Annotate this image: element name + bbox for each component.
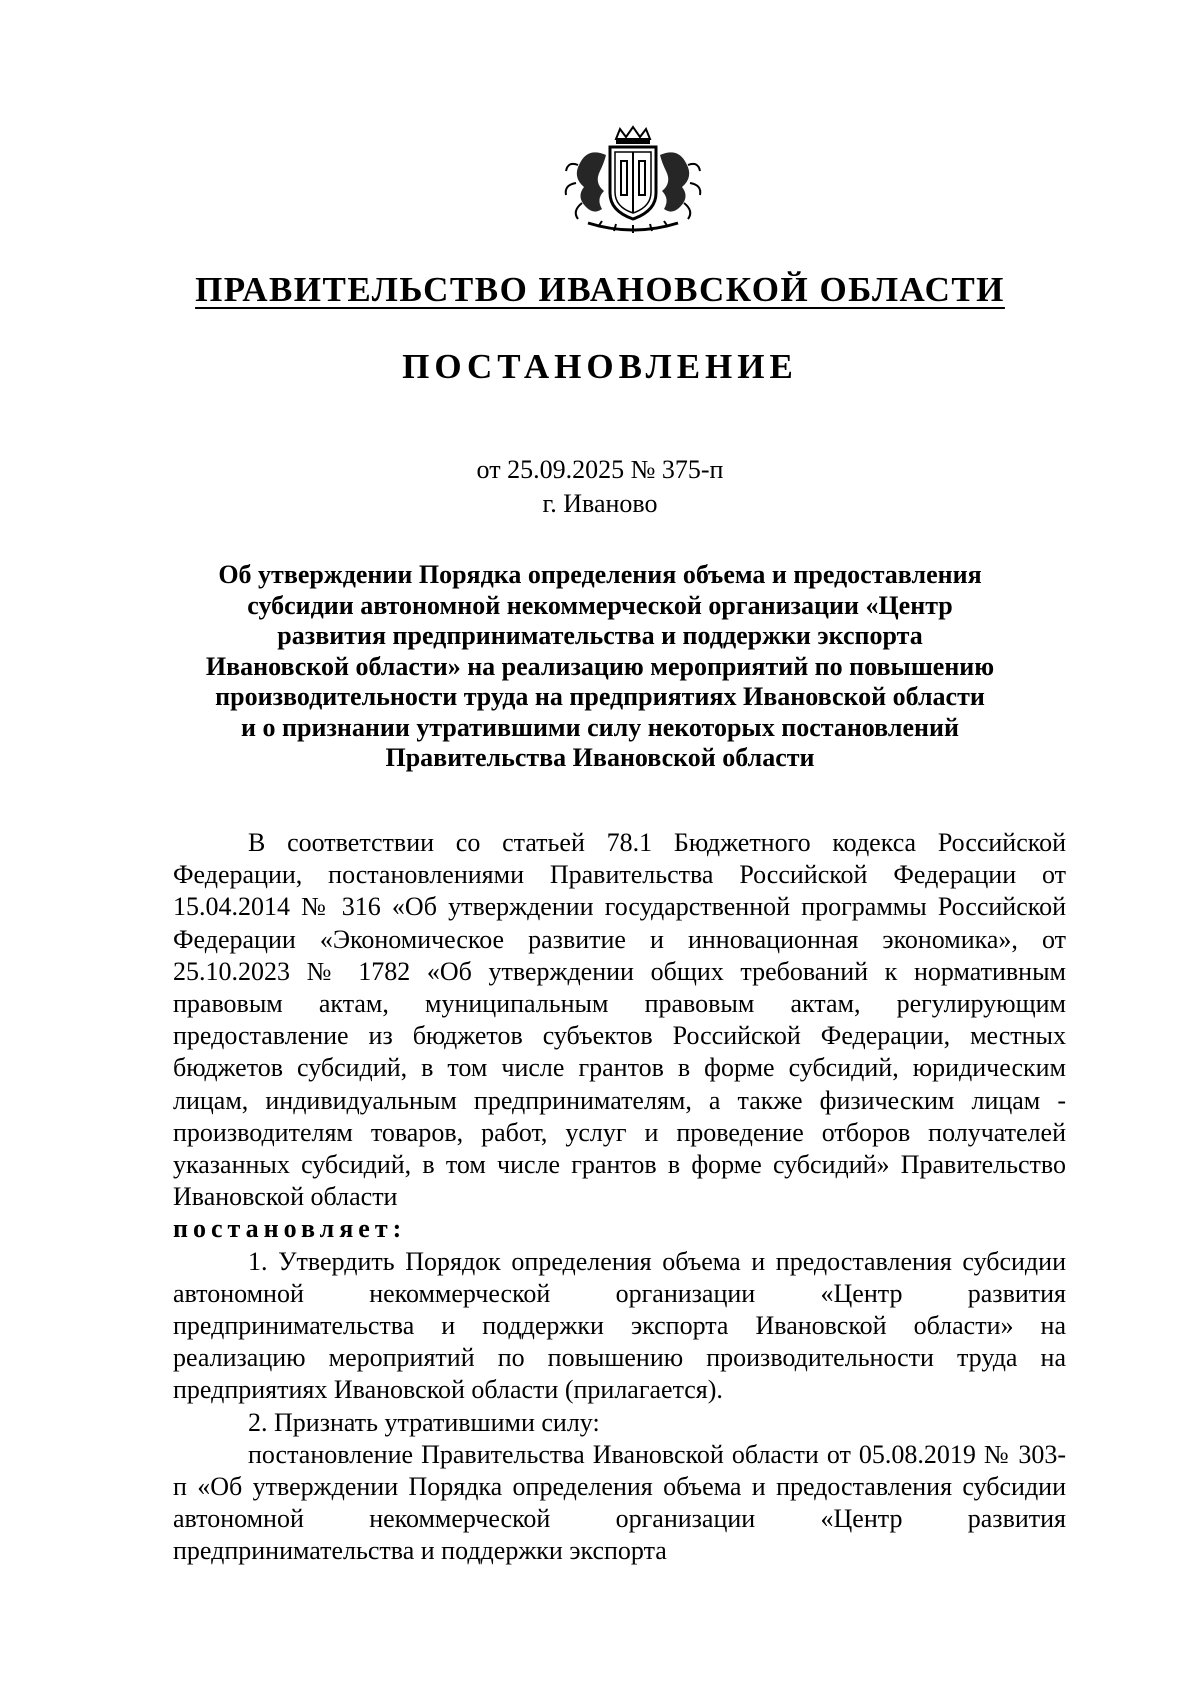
subject-line: Об утверждении Порядка определения объема и предоставления <box>218 560 982 589</box>
decree-word: постановляет: <box>173 1214 407 1244</box>
document-body <box>173 827 1066 1568</box>
item-1-paragraph: 1. Утвердить Порядок определения объема и предоставления субсидии автономной некоммерческой организации «Центр развития предпринимательства и поддержки экспорта Ивановской области» на реализацию мероприятий по повышению производительности труда на предприятиях Ивановской области (прилагается). <box>173 1246 1066 1405</box>
subject-line: субсидии автономной некоммерческой организации «Центр <box>247 590 953 620</box>
document-city: г. Иваново <box>542 489 658 518</box>
coat-of-arms-icon <box>558 125 708 237</box>
subject-line: производительности труда на предприятиях Ивановской области <box>215 682 985 711</box>
item-2-subparagraph: постановление Правительства Ивановской области от 05.08.2019 № 303-п «Об утверждении Порядка определения объема и предоставления субсидии автономной некоммерческой организации «Центр развития предпринимательства и поддержки экспорта <box>173 1439 1066 1566</box>
decree-paragraph <box>173 1213 1066 1245</box>
subject-line: Ивановской области» на реализацию мероприятий по повышению <box>205 651 995 681</box>
preamble-paragraph <box>173 827 1066 1213</box>
government-title: ПРАВИТЕЛЬСТВО ИВАНОВСКОЙ ОБЛАСТИ <box>195 270 1005 309</box>
subject-line: и о признании утратившими силу некоторых постановлений <box>241 712 959 742</box>
item-2-paragraph: 2. Признать утратившими силу: <box>248 1407 600 1437</box>
document-subject <box>160 560 1040 774</box>
subject-line: развития предпринимательства и поддержки экспорта <box>277 621 923 650</box>
document-date-number: от 25.09.2025 № 375-п <box>476 455 724 484</box>
preamble-text: В соответствии со статьей 78.1 Бюджетного кодекса Российской Федерации, постановлениями Правительства Российской Федерации от 15.04.2014 № 316 «Об утверждении государственной программы Российской Федерации «Экономическое развитие и инновационная экономика», от 25.10.2023 № 1782 «Об утверждении общих требований к нормативным правовым актам, муниципальным правовым актам, регулирующим предоставление из бюджетов субъектов Российской Федерации, местных бюджетов субсидий, в том числе грантов в форме субсидий, юридическим лицам, индивидуальным предпринимателям, а также физическим лицам - производителям товаров, работ, услуг и проведение отборов получателей указанных субсидий, в том числе грантов в форме субсидий» Правительство Ивановской области <box>173 828 1066 1212</box>
document-type: ПОСТАНОВЛЕНИЕ <box>402 347 798 386</box>
subject-line: Правительства Ивановской области <box>385 743 815 772</box>
